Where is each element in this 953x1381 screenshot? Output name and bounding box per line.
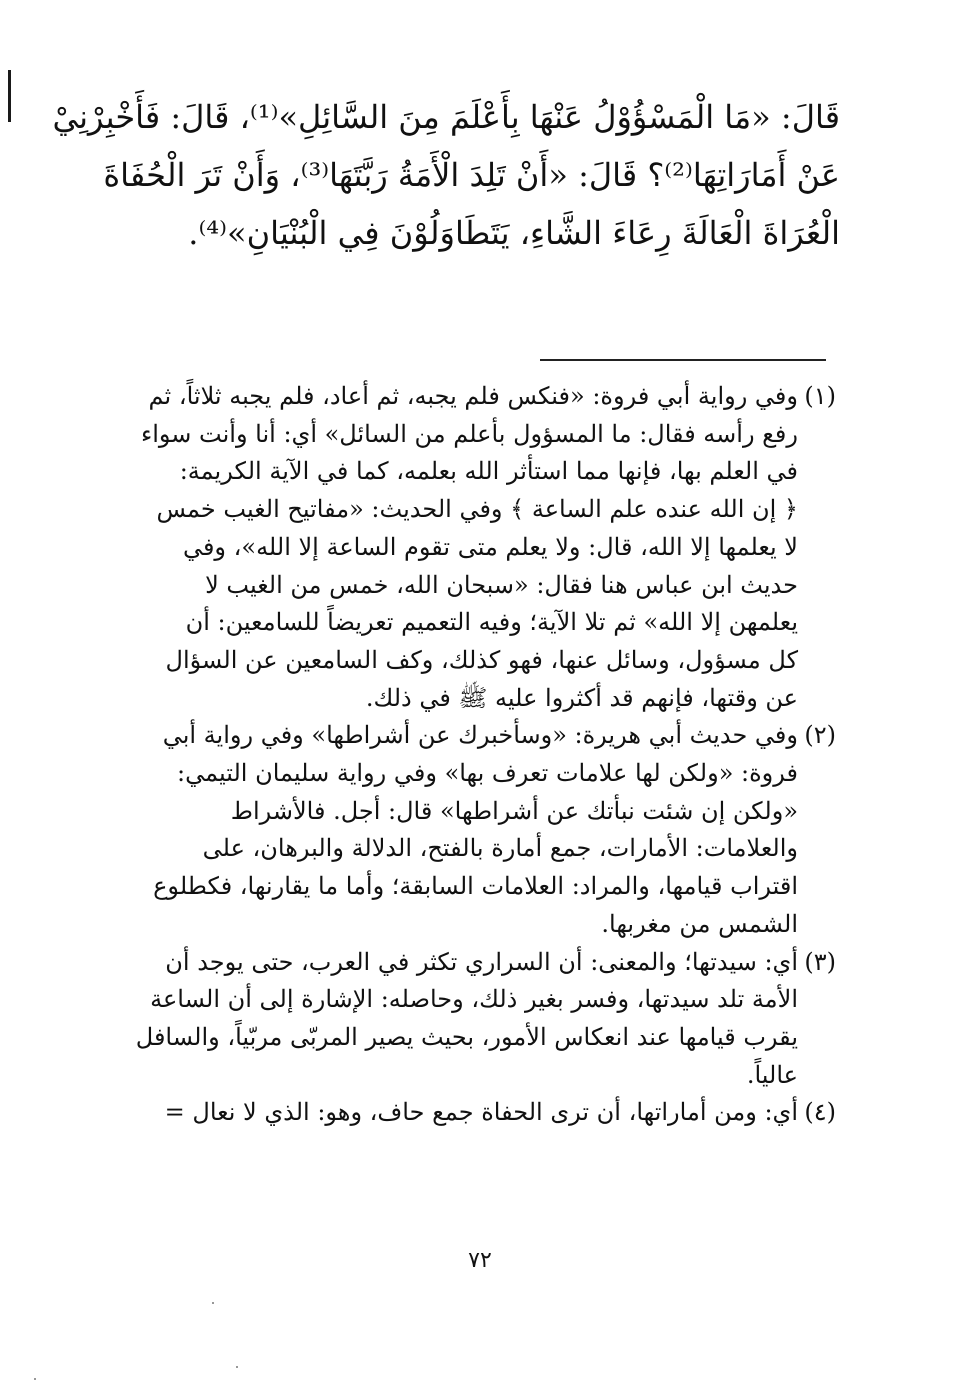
- main-text-line: عَنْ أَمَارَاتِهَا⁽²⁾؟ قَالَ: «أَنْ تَلِدَ الْأَمَةُ رَبَّتَهَا⁽³⁾، وَأَنْ تَرَ الْحُفَاةَ: [103, 156, 840, 194]
- footnote-number: (٤): [804, 1098, 836, 1127]
- footnote-line: الشمس من مغربها.: [601, 909, 798, 938]
- scan-speck: [236, 1366, 238, 1368]
- page-number: ٧٢: [468, 1248, 492, 1273]
- footnote-line: والعلامات: الأمارات، جمع أمارة بالفتح، الدلالة والبرهان، على: [202, 834, 798, 863]
- footnote-line: عن وقتها، فإنهم قد أكثروا عليه ﷺ في ذلك.: [365, 683, 798, 712]
- footnote-body: [124, 944, 798, 1095]
- footnote-line: رفع رأسه فقال: ما المسؤول بأعلم من السائل» أي: أنا وأنت سواء: [140, 419, 798, 448]
- footnote-line: اقتراب قيامها، والمراد: العلامات السابقة؛ وأما ما يقارنها، فكطلوع: [153, 872, 798, 901]
- footnote-3: [124, 944, 836, 1095]
- footnote-line: عالياً.: [746, 1060, 798, 1089]
- footnote-line: في العلم بها، فإنها مما استأثر الله بعلمه، كما في الآية الكريمة:: [179, 457, 798, 486]
- main-text-block: [52, 88, 840, 262]
- footnote-number: (٢): [804, 721, 836, 750]
- main-text-line: الْعُرَاةَ الْعَالَةَ رِعَاءَ الشَّاءِ، يَتَطَاوَلُوْنَ فِي الْبُنْيَانِ»⁽⁴⁾.: [188, 214, 840, 252]
- footnote-line: أي: سيدتها؛ والمعنى: أن السراري تكثر في العرب، حتى يوجد أن: [165, 947, 798, 976]
- footnote-body: [124, 717, 798, 943]
- footnote-body: [124, 378, 798, 717]
- main-text-line: قَالَ: «مَا الْمَسْؤُوْلُ عَنْهَا بِأَعْلَمَ مِنَ السَّائِلِ»⁽¹⁾، قَالَ: فَأَخْبِرْنِيْ: [52, 98, 840, 136]
- footnote-line: يعلمهن إلا الله» ثم تلا الآية؛ وفيه التعميم تعريضاً للسامعين: أن: [185, 608, 798, 637]
- footnote-4: [124, 1094, 836, 1132]
- footnote-line: وفي رواية أبي فروة: «فنكس فلم يجبه، ثم أعاد، فلم يجبه ثلاثاً، ثم: [148, 382, 798, 410]
- footnote-line: يقرب قيامها عند انعكاس الأمور، بحيث يصير المربّى مربّياً، والسافل: [135, 1022, 798, 1051]
- footnote-number: (٣): [804, 947, 836, 976]
- footnotes-section: [124, 378, 836, 1132]
- footnote-line: حديث ابن عباس هنا فقال: «سبحان الله، خمس من الغيب لا: [205, 570, 798, 599]
- footnote-line: لا يعلمها إلا الله، قال: ولا يعلم متى تقوم الساعة إلا الله»، وفي: [182, 532, 798, 561]
- footnote-line: الأمة تلد سيدتها، وفسر بغير ذلك، وحاصله: الإشارة إلى أن الساعة: [150, 985, 798, 1014]
- footnote-divider: [540, 359, 826, 361]
- footnote-line: ﴿ إن الله عنده علم الساعة ﴾ وفي الحديث: «مفاتيح الغيب خمس: [156, 495, 798, 524]
- footnote-body: [124, 1094, 798, 1132]
- footnote-line: فروة: «ولكن لها علامات تعرف بها» وفي رواية سليمان التيمي:: [177, 759, 798, 788]
- footnote-number: (١): [804, 382, 836, 410]
- footnote-line: أي: ومن أماراتها، أن ترى الحفاة جمع حاف، وهو: الذي لا نعال =: [164, 1098, 798, 1127]
- footnote-1: [124, 378, 836, 717]
- footnote-line: كل مسؤول، وسائل عنها، فهو كذلك، وكف السامعين عن السؤال: [165, 645, 798, 674]
- footnote-line: وفي حديث أبي هريرة: «وسأخبرك عن أشراطها» وفي رواية أبي: [162, 721, 798, 750]
- footnote-line: «ولكن إن شئت نبأتك عن أشراطها» قال: أجل. فالأشراط: [230, 796, 798, 825]
- scan-edge-mark: [8, 70, 11, 122]
- scan-speck: [212, 1302, 214, 1304]
- footnote-2: [124, 717, 836, 943]
- scan-speck: [34, 1378, 36, 1380]
